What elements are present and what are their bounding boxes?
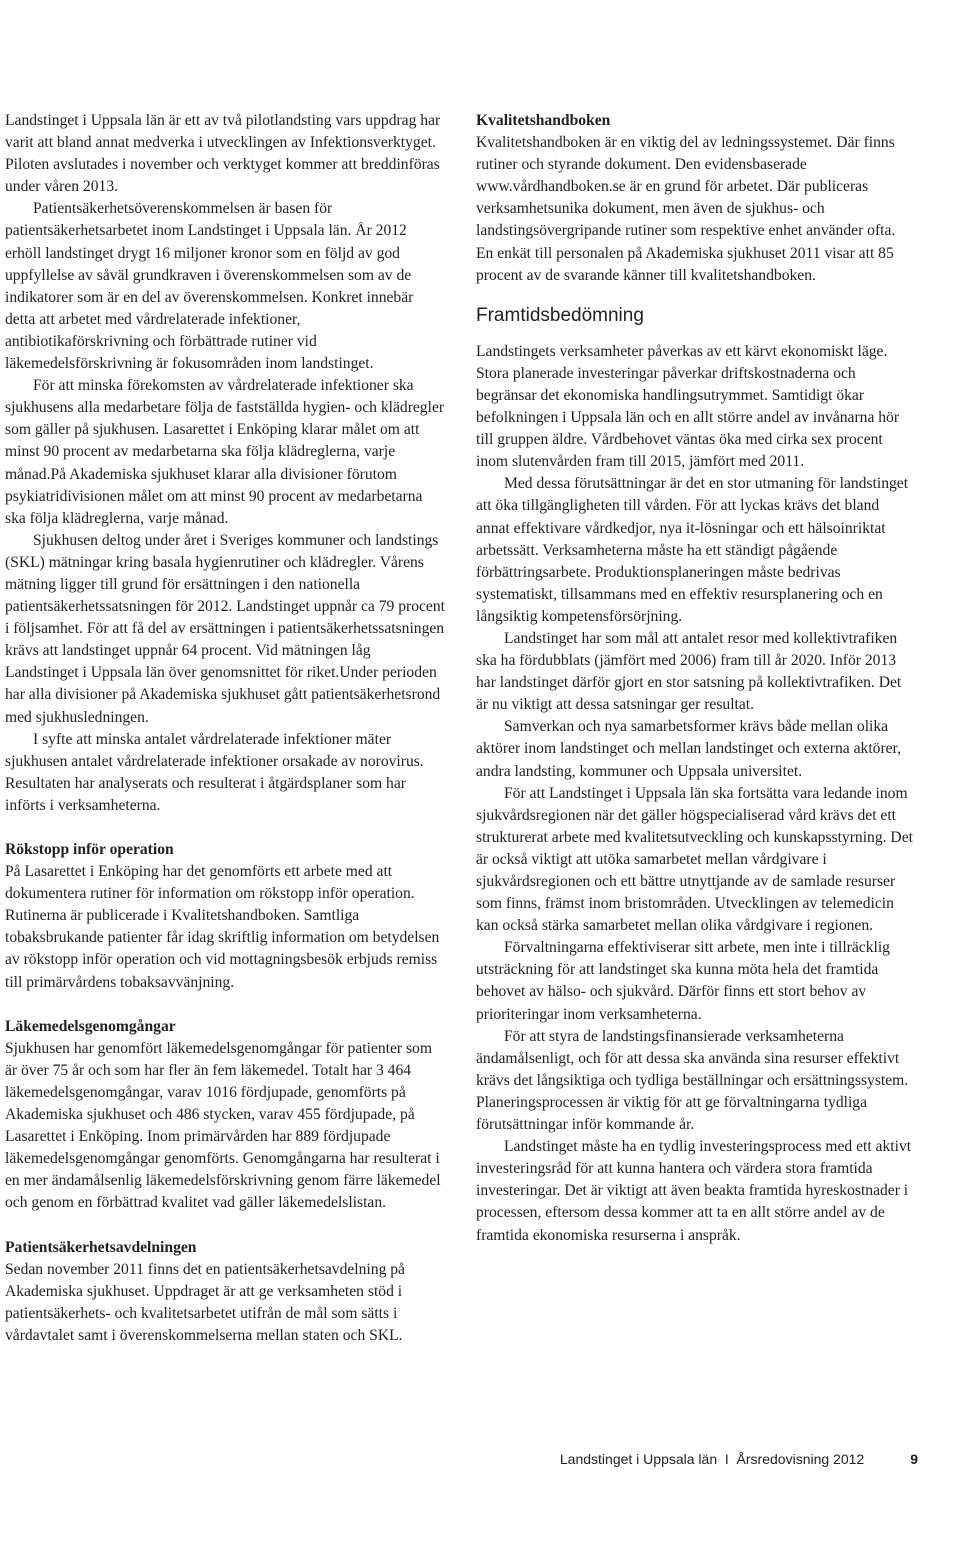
page-footer: [560, 1449, 918, 1469]
heading-patientsakerhetsavdelningen: Patientsäkerhetsavdelningen: [5, 1238, 197, 1256]
paragraph-accessibility: Med dessa förutsättningar är det en stor utmaning för landstinget att öka tillgängligheten till vården. För att lyckas krävs det bland annat effektivare vårdkedjor, nya it-lösningar och ett hälsoinriktat arbetssätt. Verksamheterna måste ha ett ständigt pågående förbättringsarbete. Produktionsplaneringen måste bedrivas systematiskt, tillsammans med en effektiv resursplanering och en långsiktig kompetensförsörjning.: [476, 475, 909, 625]
paragraph-cooperation: Samverkan och nya samarbetsformer krävs både mellan olika aktörer inom landstinget och mellan landstinget och externa aktörer, andra landsting, kommuner och Uppsala universitet.: [476, 718, 902, 780]
paragraph-kvalitetshandboken: Kvalitetshandboken är en viktig del av ledningssystemet. Där finns rutiner och styrande dokument. Den evidensbaserade www.vårdhandboken.se är en grund för arbetet. Där publiceras verksamhetsunika dokument, men även de sjukhus- och landstingsövergripande rutiner som respektive enhet använder ofta. En enkät till personalen på Akademiska sjukhuset 2011 visar att 85 procent av de svarande känner till kvalitetshandboken.: [476, 134, 896, 284]
heading-framtidsbedomning: Framtidsbedömning: [476, 304, 644, 326]
paragraph-hygiene-rules: För att minska förekomsten av vårdrelaterade infektioner ska sjukhusens alla medarbetare följa de fastställda hygien- och klädregler som gäller på sjukhusen. Lasarettet i Enköping klarar målet om att minst 90 procent av medarbetarna ska följa klädreglerna, varje månad.På Akademiska sjukhuset klarar alla divisioner förutom psykiatridivisionen målet om att minst 90 procent av medarbetarna ska följa klädreglerna, varje månad.: [5, 377, 445, 527]
paragraph-rokstopp: På Lasarettet i Enköping har det genomförts ett arbete med att dokumentera rutiner för information om rökstopp inför operation. Rutinerna är publicerade i Kvalitetshandboken. Samtliga tobaksbrukande patienter får idag skriftlig information om betydelsen av rökstopp inför operation och vid mottagningsbesök erbjuds remiss till primärvårdens tobaksavvänjning.: [5, 863, 440, 991]
paragraph-economy: Landstingets verksamheter påverkas av ett kärvt ekonomiskt läge. Stora planerade investeringar påverkar driftskostnaderna och begränsar det ekonomiska handlingsutrymmet. Samtidigt ökar befolkningen i Uppsala län och en allt större andel av invånarna hör till gruppen äldre. Vårdbehovet väntas öka med cirka sex procent inom slutenvården fram till 2015, jämfört med 2011.: [476, 342, 900, 471]
paragraph-lakemedelsgenomgangar: Sjukhusen har genomfört läkemedelsgenomgångar för patienter som är över 75 år och som har fler än fem läkemedel. Totalt har 3 464 läkemedelsgenomgångar, varav 1016 fördjupade, genomförts på Akademiska sjukhuset och 486 stycken, varav 455 fördjupade, på Lasarettet i Enköping. Inom primärvården har 889 fördjupade läkemedelsgenomgångar genomförts. Genomgångarna har resulterat i en mer ändamålsenlig läkemedelsförskrivning genom färre läkemedel och genom en förbättrad kvalitet vad gäller läkemedelslistan.: [5, 1039, 441, 1212]
page-number: 9: [910, 1451, 918, 1467]
footer-title: Landstinget i Uppsala län I Årsredovisning 2012: [559, 1451, 865, 1467]
right-column: [476, 110, 916, 1247]
paragraph-specialized-care: För att Landstinget i Uppsala län ska fortsätta vara ledande inom sjukvårdsregionen när det gäller högspecialiserad vård krävs det ett strukturerat arbete med kvalitetsutveckling och kunskapsstyrning. Det är också viktigt att utöka samarbetet mellan vårdgivare i sjukvårdsregionen och ett bättre utnyttjande av de samlade resurser som finns, främst inom bristområden. Utvecklingen av telemedicin kan också stärka samarbetet mellan olika vårdgivare i regionen.: [476, 784, 913, 935]
paragraph-public-transport: Landstinget har som mål att antalet resor med kollektivtrafiken ska ha fördubblats (jämfört med 2006) fram till år 2020. Inför 2013 har landstinget därför gjort en stor satsning på kollektivtrafiken. Det är nu viktigt att dessa satsningar ger resultat.: [476, 629, 902, 714]
paragraph-norovirus: I syfte att minska antalet vårdrelaterade infektioner mäter sjukhusen antalet vårdrelaterade infektioner orsakade av norovirus. Resultaten har analyserats och resulterat i åtgärdsplaner som har införts i verksamheterna.: [5, 730, 424, 814]
paragraph-investment: Landstinget måste ha en tydlig investeringsprocess med ett aktivt investeringsråd för att kunna hantera och värdera stora framtida investeringar. Det är viktigt att även beakta framtida hyreskostnader i processen, eftersom dessa kommer att ta en allt större andel av de framtida ekonomiska resurserna i anspråk.: [476, 1138, 912, 1244]
paragraph-patient-safety-agreement: Patientsäkerhetsöverenskommelsen är basen för patientsäkerhetsarbetet inom Landstinget i Uppsala län. År 2012 erhöll landstinget drygt 16 miljoner kronor som en följd av god uppfyllelse av såväl grundkraven i överenskommelsen som av de indikatorer som är en del av överenskommelsen. Konkret innebär detta att arbetet med vårdrelaterade infektioner, antibiotikaförskrivning och förbättrade rutiner vid läkemedelsförskrivning är fokusområden inom landstinget.: [5, 200, 414, 373]
heading-rokstopp: Rökstopp inför operation: [5, 841, 174, 858]
heading-kvalitetshandboken: Kvalitetshandboken: [476, 112, 611, 129]
paragraph-skl-measurements: Sjukhusen deltog under året i Sveriges kommuner och landstings (SKL) mätningar kring basala hygienrutiner och klädregler. Vårens mätning ligger till grund för ersättningen i den nationella patientsäkerhetssatsningen för 2012. Landstinget uppnår ca 79 procent i följsamhet. För att få del av ersättningen i patientsäkerhetssatsningen krävs att landstinget uppnår 64 procent. Vid mätningen låg Landstinget i Uppsala län över genomsnittet för riket.Under perioden har alla divisioner på Akademiska sjukhuset gått patientsäkerhetsrond med sjukhusledningen.: [5, 531, 445, 726]
paragraph-prioritization: Förvaltningarna effektiviserar sitt arbete, men inte i tillräcklig utsträckning för att landstinget ska kunna möta hela det framtida behovet av hälso- och sjukvård. Därför finns ett stort behov av prioriteringar inom verksamheterna.: [476, 939, 890, 1023]
left-column: [5, 110, 445, 1347]
paragraph-pilot: Landstinget i Uppsala län är ett av två pilotlandsting vars uppdrag har varit att bland annat medverka i utvecklingen av Infektionsverktyget. Piloten avslutades i november och verktyget kommer att breddinföras under våren 2013.: [5, 112, 441, 196]
paragraph-steering: För att styra de landstingsfinansierade verksamheterna ändamålsenligt, och för att dessa ska använda sina resurser effektivt krävs det långsiktiga och tydliga beställningar och ersättningssystem. Planeringsprocessen är viktig för att ge förvaltningarna tydliga förutsättningar inför kommande år.: [476, 1027, 909, 1134]
paragraph-patientsakerhetsavdelningen: Sedan november 2011 finns det en patientsäkerhetsavdelning på Akademiska sjukhuset. Uppdraget är att ge verksamheten stöd i patientsäkerhets- och kvalitetsarbetet utifrån de mål som sätts i vårdavtalet samt i överenskommelserna mellan staten och SKL.: [5, 1260, 405, 1344]
heading-lakemedelsgenomgangar: Läkemedelsgenomgångar: [5, 1017, 176, 1035]
